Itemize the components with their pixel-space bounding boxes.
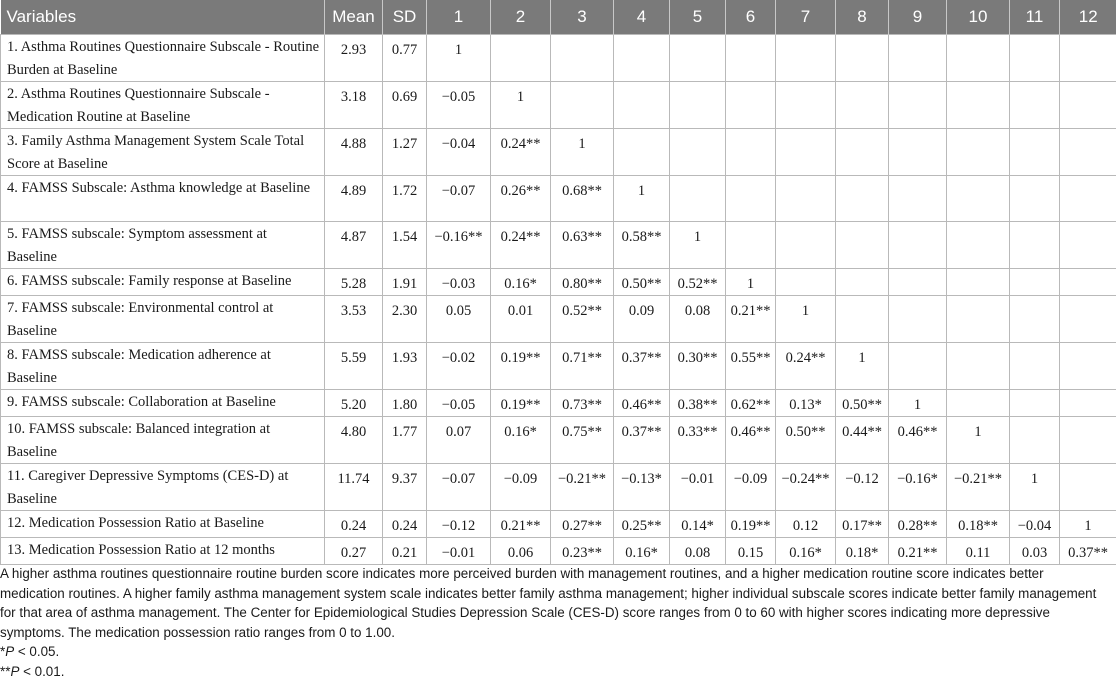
correlation-cell: 0.33** bbox=[670, 417, 726, 464]
correlation-cell bbox=[1010, 176, 1060, 222]
header-col-7: 5 bbox=[670, 0, 726, 35]
correlation-cell: 0.28** bbox=[889, 511, 947, 538]
correlation-cell: 0.11 bbox=[947, 538, 1010, 565]
table-header-row bbox=[1, 0, 1116, 35]
correlation-cell: 0.23** bbox=[551, 538, 614, 565]
correlation-cell bbox=[1010, 296, 1060, 343]
table-notes bbox=[0, 564, 1112, 681]
mean-cell: 5.20 bbox=[325, 390, 383, 417]
variable-name-cell: 13. Medication Possession Ratio at 12 months bbox=[1, 538, 325, 565]
correlation-cell: 0.16* bbox=[491, 417, 551, 464]
correlation-cell: 0.52** bbox=[551, 296, 614, 343]
correlation-cell: −0.21** bbox=[551, 464, 614, 511]
correlation-cell bbox=[1060, 35, 1116, 82]
correlation-cell bbox=[836, 296, 889, 343]
correlation-cell bbox=[947, 176, 1010, 222]
correlation-cell: 0.80** bbox=[551, 269, 614, 296]
table-row bbox=[1, 417, 1116, 464]
correlation-cell: 0.38** bbox=[670, 390, 726, 417]
correlation-cell: 0.08 bbox=[670, 538, 726, 565]
header-col-14: 12 bbox=[1060, 0, 1116, 35]
correlation-cell bbox=[1060, 296, 1116, 343]
correlation-cell: 1 bbox=[491, 82, 551, 129]
variable-name-cell: 7. FAMSS subscale: Environmental control at Baseline bbox=[1, 296, 325, 343]
correlation-cell bbox=[947, 82, 1010, 129]
correlation-cell: 0.62** bbox=[726, 390, 776, 417]
correlation-cell: 0.68** bbox=[551, 176, 614, 222]
correlation-cell: 0.50** bbox=[776, 417, 836, 464]
variable-name-cell: 11. Caregiver Depressive Symptoms (CES-D) at Baseline bbox=[1, 464, 325, 511]
correlation-cell: 0.16* bbox=[614, 538, 670, 565]
variable-name-cell: 2. Asthma Routines Questionnaire Subscale - Medication Routine at Baseline bbox=[1, 82, 325, 129]
table-row bbox=[1, 222, 1116, 269]
header-col-9: 7 bbox=[776, 0, 836, 35]
correlation-cell bbox=[889, 176, 947, 222]
correlation-cell: 0.44** bbox=[836, 417, 889, 464]
mean-cell: 3.18 bbox=[325, 82, 383, 129]
correlation-cell bbox=[889, 222, 947, 269]
correlation-cell: 0.58** bbox=[614, 222, 670, 269]
correlation-cell bbox=[776, 82, 836, 129]
correlation-cell: −0.16* bbox=[889, 464, 947, 511]
table-row bbox=[1, 511, 1116, 538]
correlation-cell: −0.04 bbox=[427, 129, 491, 176]
header-col-13: 11 bbox=[1010, 0, 1060, 35]
correlation-cell: 0.24** bbox=[491, 222, 551, 269]
correlation-cell: −0.05 bbox=[427, 82, 491, 129]
correlation-cell: 1 bbox=[836, 343, 889, 390]
correlation-cell: 0.24** bbox=[776, 343, 836, 390]
correlation-cell: −0.04 bbox=[1010, 511, 1060, 538]
header-col-11: 9 bbox=[889, 0, 947, 35]
correlation-cell bbox=[776, 35, 836, 82]
sd-cell: 0.21 bbox=[383, 538, 427, 565]
sd-cell: 1.77 bbox=[383, 417, 427, 464]
table-row bbox=[1, 538, 1116, 565]
correlation-cell bbox=[889, 35, 947, 82]
table-row bbox=[1, 176, 1116, 222]
correlation-cell: 0.27** bbox=[551, 511, 614, 538]
correlation-cell bbox=[1010, 269, 1060, 296]
correlation-cell: −0.12 bbox=[427, 511, 491, 538]
correlation-cell: 0.19** bbox=[491, 343, 551, 390]
correlation-cell: 0.19** bbox=[726, 511, 776, 538]
table-body bbox=[1, 35, 1116, 565]
correlation-cell: 0.25** bbox=[614, 511, 670, 538]
table-row bbox=[1, 269, 1116, 296]
correlation-cell bbox=[947, 269, 1010, 296]
header-col-3: 1 bbox=[427, 0, 491, 35]
header-col-4: 2 bbox=[491, 0, 551, 35]
header-col-10: 8 bbox=[836, 0, 889, 35]
correlation-cell: 0.01 bbox=[491, 296, 551, 343]
correlation-cell: 0.26** bbox=[491, 176, 551, 222]
correlation-cell bbox=[836, 82, 889, 129]
correlation-cell: −0.02 bbox=[427, 343, 491, 390]
correlation-cell: −0.09 bbox=[726, 464, 776, 511]
sd-cell: 1.27 bbox=[383, 129, 427, 176]
correlation-cell bbox=[1010, 343, 1060, 390]
header-col-2: SD bbox=[383, 0, 427, 35]
correlation-cell: 0.21** bbox=[726, 296, 776, 343]
correlation-cell: 0.18* bbox=[836, 538, 889, 565]
mean-cell: 11.74 bbox=[325, 464, 383, 511]
sd-cell: 1.54 bbox=[383, 222, 427, 269]
correlation-cell bbox=[1060, 343, 1116, 390]
correlation-cell: 1 bbox=[551, 129, 614, 176]
mean-cell: 5.28 bbox=[325, 269, 383, 296]
significance-note-p01: **P < 0.01. bbox=[0, 662, 1112, 681]
correlation-cell bbox=[1010, 222, 1060, 269]
variable-name-cell: 10. FAMSS subscale: Balanced integration at Baseline bbox=[1, 417, 325, 464]
correlation-cell: 0.21** bbox=[889, 538, 947, 565]
correlation-cell bbox=[670, 35, 726, 82]
correlation-cell bbox=[836, 269, 889, 296]
correlation-cell: 1 bbox=[614, 176, 670, 222]
correlation-cell bbox=[1060, 129, 1116, 176]
correlation-cell: 0.37** bbox=[614, 417, 670, 464]
correlation-cell: 0.15 bbox=[726, 538, 776, 565]
correlation-cell: 0.37** bbox=[1060, 538, 1116, 565]
correlation-cell bbox=[836, 35, 889, 82]
correlation-cell: 1 bbox=[776, 296, 836, 343]
correlation-cell: 0.08 bbox=[670, 296, 726, 343]
correlation-cell bbox=[1060, 390, 1116, 417]
correlation-cell: 0.21** bbox=[491, 511, 551, 538]
correlation-cell: 1 bbox=[427, 35, 491, 82]
correlation-cell: 0.24** bbox=[491, 129, 551, 176]
correlation-cell bbox=[670, 129, 726, 176]
correlation-cell: 0.18** bbox=[947, 511, 1010, 538]
correlation-cell bbox=[551, 82, 614, 129]
header-col-6: 4 bbox=[614, 0, 670, 35]
correlation-cell: 0.46** bbox=[889, 417, 947, 464]
sd-cell: 0.69 bbox=[383, 82, 427, 129]
correlation-cell bbox=[1010, 390, 1060, 417]
correlation-cell: 0.71** bbox=[551, 343, 614, 390]
mean-cell: 0.24 bbox=[325, 511, 383, 538]
table-row bbox=[1, 464, 1116, 511]
correlation-cell bbox=[947, 390, 1010, 417]
correlation-cell: 0.09 bbox=[614, 296, 670, 343]
correlation-cell: −0.07 bbox=[427, 464, 491, 511]
sd-cell: 1.80 bbox=[383, 390, 427, 417]
correlation-cell: 0.75** bbox=[551, 417, 614, 464]
correlation-cell: −0.05 bbox=[427, 390, 491, 417]
correlation-cell: −0.12 bbox=[836, 464, 889, 511]
correlation-cell: 0.52** bbox=[670, 269, 726, 296]
correlation-cell: 0.46** bbox=[726, 417, 776, 464]
correlation-cell: −0.07 bbox=[427, 176, 491, 222]
mean-cell: 4.87 bbox=[325, 222, 383, 269]
sd-cell: 2.30 bbox=[383, 296, 427, 343]
correlation-cell: 1 bbox=[889, 390, 947, 417]
correlation-cell bbox=[1010, 35, 1060, 82]
correlation-cell bbox=[726, 82, 776, 129]
correlation-cell bbox=[776, 176, 836, 222]
significance-note-p05: *P < 0.05. bbox=[0, 642, 1112, 662]
correlation-cell: 1 bbox=[726, 269, 776, 296]
header-col-1: Mean bbox=[325, 0, 383, 35]
correlation-cell bbox=[889, 129, 947, 176]
correlation-cell: 0.50** bbox=[836, 390, 889, 417]
correlation-cell: −0.01 bbox=[427, 538, 491, 565]
correlation-cell bbox=[1010, 82, 1060, 129]
sd-cell: 0.77 bbox=[383, 35, 427, 82]
table-row bbox=[1, 343, 1116, 390]
correlation-cell: 0.37** bbox=[614, 343, 670, 390]
correlation-cell: −0.01 bbox=[670, 464, 726, 511]
correlation-cell bbox=[947, 296, 1010, 343]
table-row bbox=[1, 35, 1116, 82]
variable-name-cell: 8. FAMSS subscale: Medication adherence at Baseline bbox=[1, 343, 325, 390]
sd-cell: 1.91 bbox=[383, 269, 427, 296]
sd-cell: 9.37 bbox=[383, 464, 427, 511]
correlation-cell bbox=[947, 129, 1010, 176]
header-variables: Variables bbox=[1, 0, 325, 35]
correlation-cell bbox=[889, 343, 947, 390]
correlation-cell bbox=[1060, 82, 1116, 129]
correlation-cell: 0.73** bbox=[551, 390, 614, 417]
correlation-cell bbox=[947, 35, 1010, 82]
correlation-cell: 0.63** bbox=[551, 222, 614, 269]
correlation-cell bbox=[614, 129, 670, 176]
correlation-cell: 0.16* bbox=[776, 538, 836, 565]
table-row bbox=[1, 129, 1116, 176]
correlation-cell bbox=[614, 35, 670, 82]
header-col-12: 10 bbox=[947, 0, 1010, 35]
variable-name-cell: 3. Family Asthma Management System Scale Total Score at Baseline bbox=[1, 129, 325, 176]
correlation-cell bbox=[836, 222, 889, 269]
correlation-cell bbox=[551, 35, 614, 82]
mean-cell: 2.93 bbox=[325, 35, 383, 82]
correlation-cell bbox=[726, 129, 776, 176]
sd-cell: 1.72 bbox=[383, 176, 427, 222]
correlation-cell: −0.16** bbox=[427, 222, 491, 269]
correlation-cell: 0.30** bbox=[670, 343, 726, 390]
correlation-cell: 0.12 bbox=[776, 511, 836, 538]
correlation-cell: −0.03 bbox=[427, 269, 491, 296]
mean-cell: 4.80 bbox=[325, 417, 383, 464]
correlation-cell bbox=[726, 176, 776, 222]
correlation-cell: 0.07 bbox=[427, 417, 491, 464]
table-row bbox=[1, 390, 1116, 417]
variable-name-cell: 1. Asthma Routines Questionnaire Subscale - Routine Burden at Baseline bbox=[1, 35, 325, 82]
correlation-cell bbox=[1060, 269, 1116, 296]
correlation-cell bbox=[614, 82, 670, 129]
correlation-cell bbox=[1060, 176, 1116, 222]
correlation-cell: 0.17** bbox=[836, 511, 889, 538]
correlation-cell: 1 bbox=[1010, 464, 1060, 511]
correlation-cell bbox=[776, 129, 836, 176]
correlation-cell bbox=[670, 176, 726, 222]
correlation-cell bbox=[836, 129, 889, 176]
header-col-5: 3 bbox=[551, 0, 614, 35]
correlation-cell: 1 bbox=[1060, 511, 1116, 538]
correlation-cell bbox=[670, 82, 726, 129]
correlation-cell: 0.50** bbox=[614, 269, 670, 296]
correlation-cell bbox=[776, 222, 836, 269]
table-footnote: A higher asthma routines questionnaire routine burden score indicates more perceived burden with management routines, and a higher medication routine score indicates better medication routines. A higher family asthma management system scale indicates better family asthma management; higher individual subscale scores indicate better family management for that area of asthma management. The Center for Epidemiological Studies Depression Scale (CES-D) score ranges from 0 to 60 with higher scores indicating more depressive symptoms. The medication possession ratio ranges from 0 to 1.00. bbox=[0, 564, 1112, 642]
variable-name-cell: 9. FAMSS subscale: Collaboration at Baseline bbox=[1, 390, 325, 417]
variable-name-cell: 4. FAMSS Subscale: Asthma knowledge at Baseline bbox=[1, 176, 325, 222]
correlation-cell: −0.13* bbox=[614, 464, 670, 511]
correlation-cell bbox=[1010, 129, 1060, 176]
correlation-cell: 0.19** bbox=[491, 390, 551, 417]
correlation-cell bbox=[1060, 417, 1116, 464]
correlation-cell: 0.55** bbox=[726, 343, 776, 390]
correlation-cell bbox=[1010, 417, 1060, 464]
mean-cell: 0.27 bbox=[325, 538, 383, 565]
mean-cell: 3.53 bbox=[325, 296, 383, 343]
correlation-cell: −0.24** bbox=[776, 464, 836, 511]
correlation-cell bbox=[1060, 222, 1116, 269]
correlation-cell bbox=[947, 222, 1010, 269]
variable-name-cell: 12. Medication Possession Ratio at Baseline bbox=[1, 511, 325, 538]
correlation-cell: 0.14* bbox=[670, 511, 726, 538]
correlation-cell: 0.13* bbox=[776, 390, 836, 417]
correlation-cell bbox=[889, 296, 947, 343]
mean-cell: 4.88 bbox=[325, 129, 383, 176]
correlation-cell: 0.16* bbox=[491, 269, 551, 296]
correlation-cell bbox=[726, 222, 776, 269]
table-row bbox=[1, 82, 1116, 129]
correlation-cell bbox=[836, 176, 889, 222]
sd-cell: 1.93 bbox=[383, 343, 427, 390]
correlation-cell bbox=[889, 82, 947, 129]
correlation-cell bbox=[1060, 464, 1116, 511]
table-row bbox=[1, 296, 1116, 343]
mean-cell: 5.59 bbox=[325, 343, 383, 390]
sd-cell: 0.24 bbox=[383, 511, 427, 538]
correlation-cell: 1 bbox=[670, 222, 726, 269]
variable-name-cell: 5. FAMSS subscale: Symptom assessment at Baseline bbox=[1, 222, 325, 269]
correlation-cell bbox=[491, 35, 551, 82]
correlation-cell: 0.05 bbox=[427, 296, 491, 343]
correlation-cell: −0.21** bbox=[947, 464, 1010, 511]
correlation-cell bbox=[947, 343, 1010, 390]
correlation-cell: 1 bbox=[947, 417, 1010, 464]
mean-cell: 4.89 bbox=[325, 176, 383, 222]
correlation-cell: 0.46** bbox=[614, 390, 670, 417]
correlation-cell: 0.06 bbox=[491, 538, 551, 565]
correlation-cell bbox=[776, 269, 836, 296]
correlation-cell bbox=[889, 269, 947, 296]
correlation-cell bbox=[726, 35, 776, 82]
variable-name-cell: 6. FAMSS subscale: Family response at Baseline bbox=[1, 269, 325, 296]
correlation-cell: 0.03 bbox=[1010, 538, 1060, 565]
header-col-8: 6 bbox=[726, 0, 776, 35]
correlation-cell: −0.09 bbox=[491, 464, 551, 511]
